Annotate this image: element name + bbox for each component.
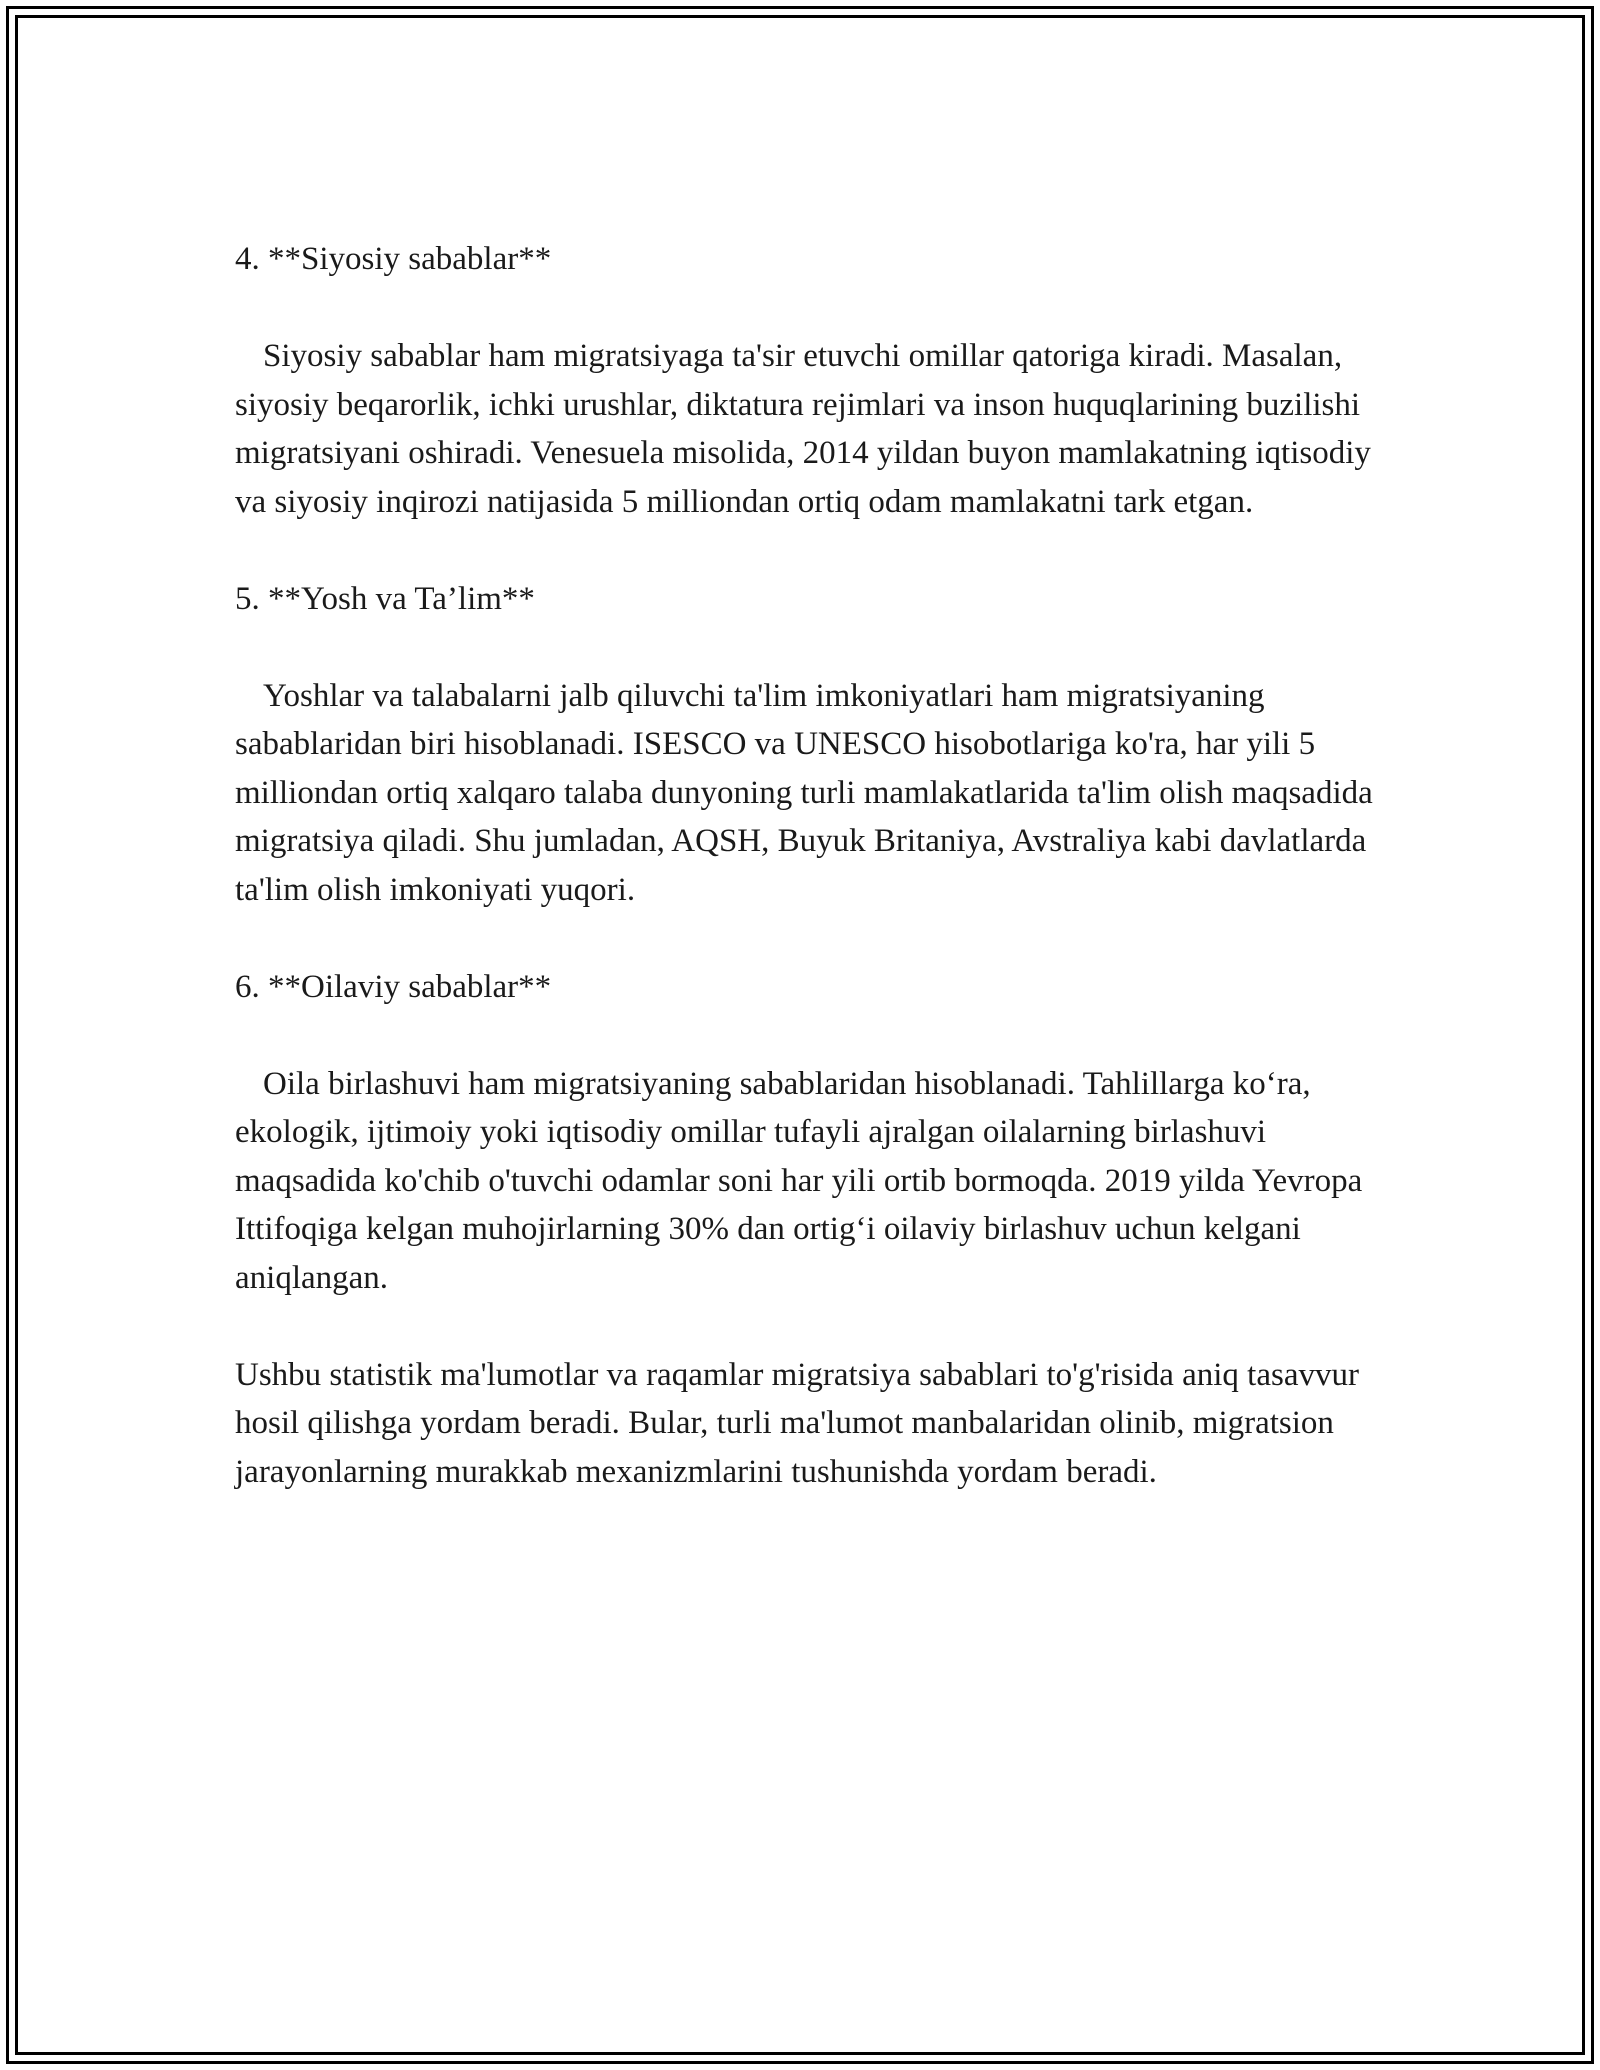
blank-line (235, 1302, 1385, 1351)
blank-line (235, 623, 1385, 672)
section-paragraph-education-text: Yoshlar va talabalarni jalb qiluvchi ta'lim imkoniyatlari ham migratsiyaning sabablaridan biri hisoblanadi. ISESCO va UNESCO hisobotlariga ko'ra, har yili 5 milliondan ortiq xalqaro talaba dunyoning turli mamlakatlarida ta'lim olish maqsadida migratsiya qiladi. Shu jumladan, AQSH, Buyuk Britaniya, Avstraliya kabi davlatlarda ta'lim olish imkoniyati yuqori. (235, 677, 1373, 908)
section-heading-political: 4. **Siyosiy sabablar** (235, 241, 552, 277)
section-paragraph-family-text: Oila birlashuvi ham migratsiyaning sabablaridan hisoblanadi. Tahlillarga ko‘ra, ekologik, ijtimoiy yoki iqtisodiy omillar tufayli ajralgan oilalarning birlashuvi maqsadida ko'chib o'tuvchi odamlar soni har yili ortib bormoqda. 2019 yilda Yevropa Ittifoqiga kelgan muhojirlarning 30% dan ortig‘i oilaviy birlashuv uchun kelgani aniqlangan. (235, 1065, 1363, 1296)
blank-line (235, 914, 1385, 963)
blank-line (235, 284, 1385, 333)
document-body (235, 235, 1385, 1496)
blank-line (235, 526, 1385, 575)
section-paragraph-education (235, 672, 1385, 915)
section-paragraph-political (235, 332, 1385, 526)
section-paragraph-political-text: Siyosiy sabablar ham migratsiyaga ta'sir etuvchi omillar qatoriga kiradi. Masalan, siyosiy beqarorlik, ichki urushlar, diktatura rejimlari va inson huquqlarining buzilishi migratsiyani oshiradi. Venesuela misolida, 2014 yildan buyon mamlakatning iqtisodiy va siyosiy inqirozi natijasida 5 milliondan ortiq odam mamlakatni tark etgan. (235, 338, 1371, 520)
conclusion-paragraph: Ushbu statistik ma'lumotlar va raqamlar migratsiya sabablari to'g'risida aniq tasavvur hosil qilishga yordam beradi. Bular, turli ma'lumot manbalaridan olinib, migratsion jarayonlarning murakkab mexanizmlarini tushunishda yordam beradi. (235, 1356, 1359, 1490)
blank-line (235, 1011, 1385, 1060)
section-heading-family: 6. **Oilaviy sabablar** (235, 968, 552, 1005)
section-paragraph-family (235, 1060, 1385, 1303)
section-heading-education: 5. **Yosh va Ta’lim** (235, 580, 535, 617)
